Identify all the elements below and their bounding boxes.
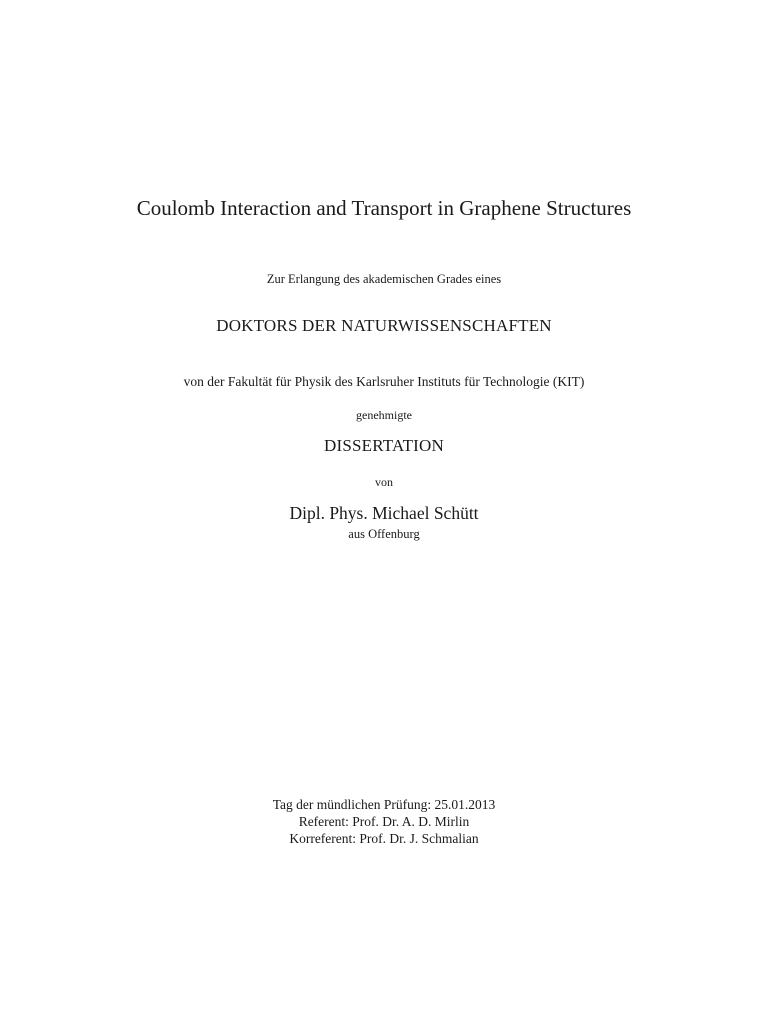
examination-info — [0, 796, 768, 847]
thesis-title: Coulomb Interaction and Transport in Graphene Structures — [136, 196, 632, 220]
coreferee: Korreferent: Prof. Dr. J. Schmalian — [289, 831, 479, 846]
referee: Referent: Prof. Dr. A. D. Mirlin — [298, 814, 470, 829]
degree-purpose: Zur Erlangung des akademischen Grades eines — [266, 272, 502, 286]
degree-name: DOKTORS DER NATURWISSENSCHAFTEN — [216, 316, 552, 335]
exam-date: Tag der mündlichen Prüfung: 25.01.2013 — [272, 797, 496, 812]
author-origin: aus Offenburg — [348, 527, 420, 541]
author-name: Dipl. Phys. Michael Schütt — [289, 503, 479, 523]
faculty-line: von der Fakultät für Physik des Karlsruher Instituts für Technologie (KIT) — [183, 374, 585, 389]
by-label: von — [375, 475, 393, 489]
document-type: DISSERTATION — [324, 436, 444, 455]
approved-label: genehmigte — [356, 408, 412, 422]
